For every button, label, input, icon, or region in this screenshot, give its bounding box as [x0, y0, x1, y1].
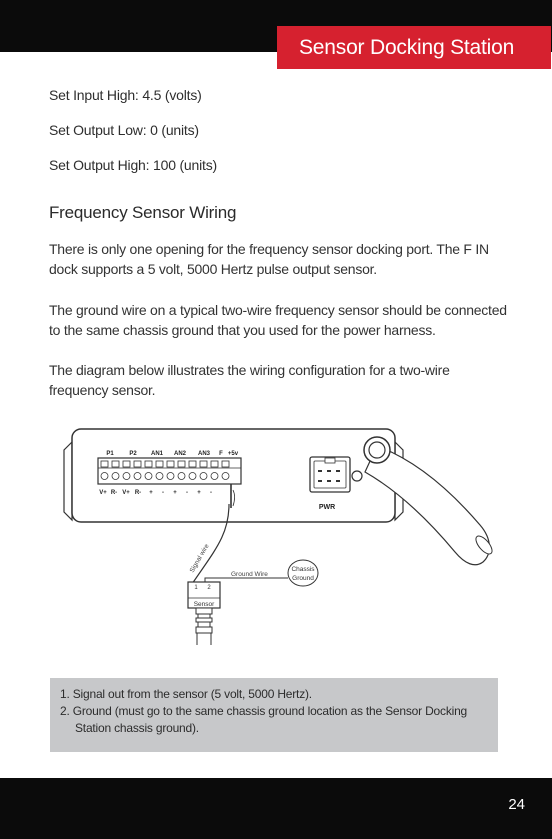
chassis-ground-line2: Ground: [292, 575, 314, 582]
svg-text:+: +: [173, 490, 177, 496]
sensor-pin-2: 2: [207, 585, 211, 591]
sensor-probe: [197, 633, 211, 645]
setting-value: 100 (units): [153, 157, 217, 173]
page-title: Sensor Docking Station: [277, 26, 551, 69]
terminal-label-an1: AN1: [150, 451, 164, 457]
paragraph-docking-port: There is only one opening for the frequency sensor docking port. The F IN dock supports a 5 volt, 5000 Hertz pulse output sensor.: [49, 241, 489, 277]
chassis-ground-symbol: [288, 560, 318, 586]
notes-box: [50, 678, 498, 752]
paragraph-ground-wire: The ground wire on a typical two-wire frequency sensor should be connected to the same chassis ground that you used for the power harness.: [49, 302, 507, 338]
notes-list: [60, 686, 488, 737]
pwr-label: PWR: [318, 504, 336, 511]
sensor-pin-1: 1: [194, 585, 198, 591]
status-led-icon: [352, 471, 362, 481]
setting-value: 4.5 (volts): [142, 87, 202, 103]
signal-wire-label: Signal wire: [188, 542, 211, 574]
svg-text:R-: R-: [110, 490, 118, 496]
chassis-ground-line1: Chassis: [291, 566, 315, 573]
page-number: 24: [508, 796, 525, 813]
setting-label: Set Output Low:: [49, 122, 147, 138]
svg-text:-: -: [162, 490, 164, 496]
footer-bar: [0, 778, 552, 839]
svg-text:+: +: [197, 490, 201, 496]
setting-label: Set Output High:: [49, 157, 150, 173]
note-item: 2. Ground (must go to the same chassis ground location as the Sensor Docking Station chassis ground).: [60, 704, 468, 735]
svg-text:-: -: [210, 490, 212, 496]
paragraph-diagram-intro: The diagram below illustrates the wiring configuration for a two-wire frequency sensor.: [49, 362, 450, 398]
svg-text:V+: V+: [122, 490, 130, 496]
cable-gland-inner: [369, 442, 385, 458]
svg-text:-: -: [186, 490, 188, 496]
terminal-label-an2: AN2: [173, 451, 187, 457]
sensor-body: [196, 608, 212, 633]
svg-text:+: +: [149, 490, 153, 496]
terminal-label-5v: +5v: [227, 451, 239, 457]
terminal-label-f: F: [219, 451, 223, 457]
wiring-diagram: [55, 420, 495, 645]
terminal-label-an3: AN3: [197, 451, 211, 457]
housing-left-flange: [64, 442, 72, 520]
svg-text:V+: V+: [99, 490, 107, 496]
setting-value: 0 (units): [150, 122, 199, 138]
svg-text:R-: R-: [134, 490, 142, 496]
setting-input-high: [49, 87, 202, 103]
note-item: 1. Signal out from the sensor (5 volt, 5000 Hertz).: [60, 687, 312, 701]
terminal-label-p2: P2: [129, 451, 137, 457]
terminal-label-p1: P1: [106, 451, 114, 457]
section-heading: Frequency Sensor Wiring: [49, 203, 237, 222]
setting-output-high: [49, 157, 217, 173]
sensor-label: Sensor: [193, 601, 215, 608]
setting-label: Set Input High:: [49, 87, 139, 103]
setting-output-low: [49, 122, 199, 138]
ground-wire-label: Ground Wire: [231, 571, 268, 578]
